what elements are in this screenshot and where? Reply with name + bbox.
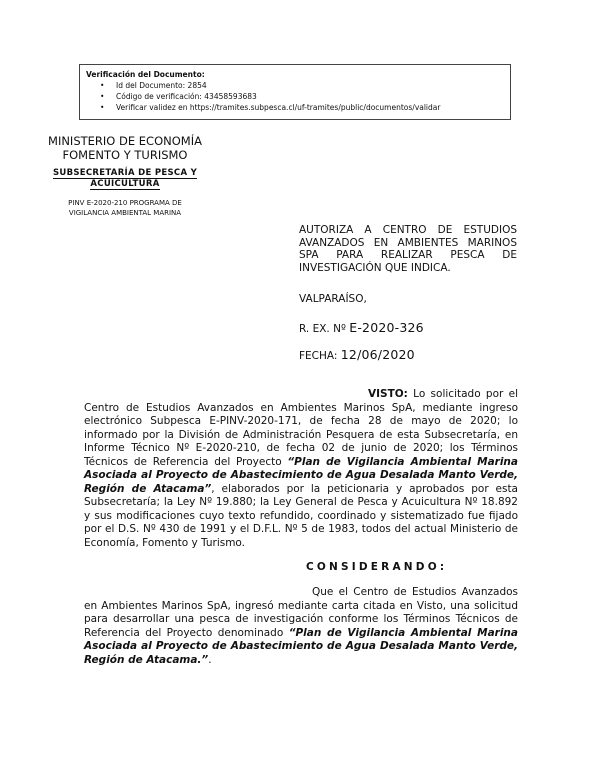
resolution-date: FECHA: 12/06/2020 bbox=[299, 347, 415, 362]
resolution-number: R. EX. Nº E-2020-326 bbox=[299, 320, 424, 335]
bullet-icon: • bbox=[100, 103, 105, 112]
visto-label: VISTO: bbox=[368, 388, 408, 400]
verification-item-link[interactable]: • Verificar validez en https://tramites.subpesca.cl/uf-tramites/public/documentos/validar bbox=[100, 103, 441, 112]
city: VALPARAÍSO, bbox=[299, 293, 367, 305]
considerando-paragraph: Que el Centro de Estudios Avanzados en Ambientes Marinos SpA, ingresó mediante carta citada en Visto, una solicitud para desarrollar una pesca de investigación conforme los Términos Técnicos de Referencia del Proyecto denominado “Plan de Vigilancia Ambiental Marina Asociada al Proyecto de Abastecimiento de Agua Desalada Manto Verde, Región de Atacama.”. bbox=[84, 586, 518, 666]
project-title: “Plan de Vigilancia Ambiental Marina Asociada al Proyecto de Abastecimiento de Agua Desalada Manto Verde, Región de Atacama.” bbox=[84, 626, 518, 666]
verification-title: Verificación del Documento: bbox=[86, 70, 205, 79]
verification-item: • Código de verificación: 43458593683 bbox=[100, 92, 257, 101]
bullet-icon: • bbox=[100, 92, 105, 101]
verification-box bbox=[79, 64, 511, 120]
project-title: “Plan de Vigilancia Ambiental Marina Asociada al Proyecto de Abastecimiento de Agua Desalada Manto Verde, Región de Atacama” bbox=[84, 455, 518, 495]
bullet-icon: • bbox=[100, 81, 105, 90]
verification-item: • Id del Documento: 2854 bbox=[100, 81, 207, 90]
considerando-heading: CONSIDERANDO: bbox=[306, 561, 448, 573]
program-reference: PINV E-2020-210 PROGRAMA DE VIGILANCIA AMBIENTAL MARINA bbox=[68, 199, 182, 217]
verification-list bbox=[86, 80, 504, 113]
ministry-name: MINISTERIO DE ECONOMÍA FOMENTO Y TURISMO bbox=[48, 134, 202, 162]
subsecretaria-name: SUBSECRETARÍA DE PESCA Y ACUICULTURA bbox=[52, 168, 198, 189]
resolution-summary: AUTORIZA A CENTRO DE ESTUDIOS AVANZADOS EN AMBIENTES MARINOS SPA PARA REALIZAR PESCA DE INVESTIGACIÓN QUE INDICA. bbox=[299, 224, 517, 274]
visto-paragraph: VISTO: Lo solicitado por el Centro de Estudios Avanzados en Ambientes Marinos SpA, mediante ingreso electrónico Subpesca E-PINV-2020-171, de fecha 28 de mayo de 2020; lo informado por la División de Administración Pesquera de esta Subsecretaría, en Informe Técnico Nº E-2020-210, de fecha 02 de junio de 2020; los Términos Técnicos de Referencia del Proyecto “Plan de Vigilancia Ambiental Marina Asociada al Proyecto de Abastecimiento de Agua Desalada Manto Verde, Región de Atacama”, elaborados por la peticionaria y aprobados por esta Subsecretaría; la Ley Nº 19.880; la Ley General de Pesca y Acuicultura Nº 18.892 y sus modificaciones cuyo texto refundido, coordinado y sistematizado fue fijado por el D.S. Nº 430 de 1991 y el D.F.L. Nº 5 de 1983, todos del actual Ministerio de Economía, Fomento y Turismo. bbox=[84, 388, 518, 549]
